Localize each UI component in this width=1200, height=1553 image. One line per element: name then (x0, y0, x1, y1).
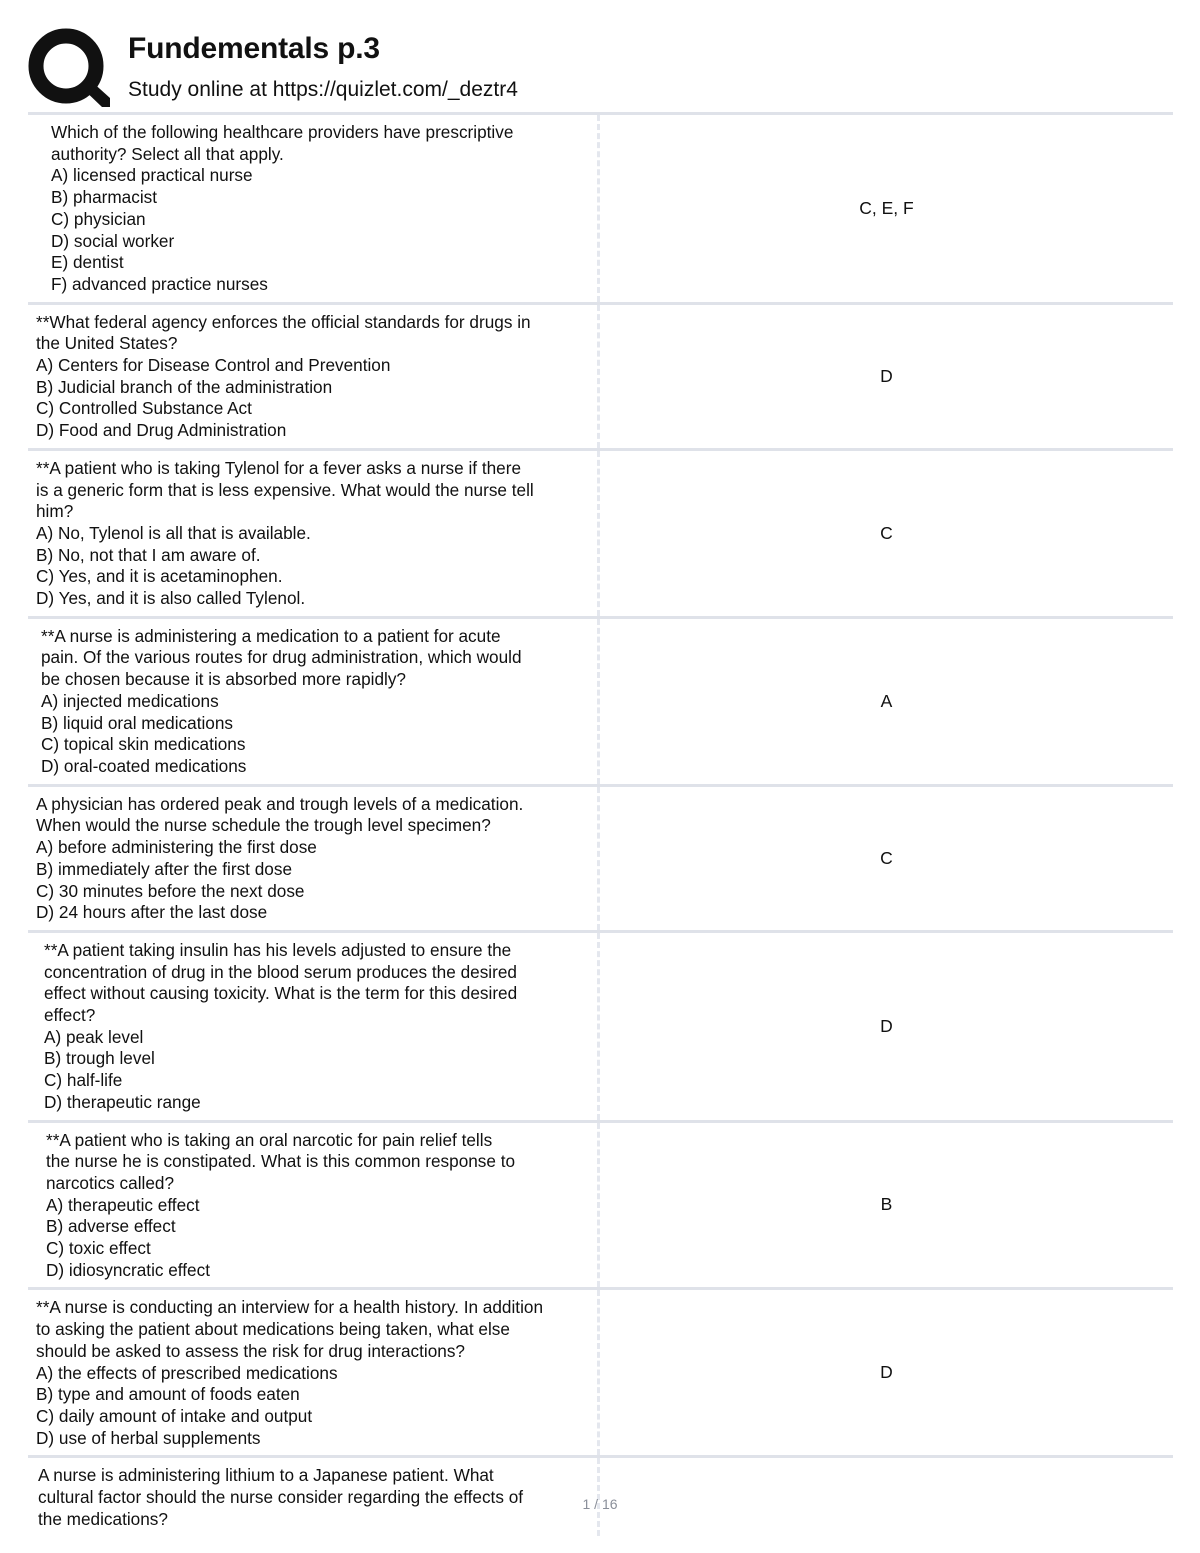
flashcard-row (28, 787, 1173, 933)
flashcard-definition: D (880, 1362, 893, 1383)
flashcard-term: A physician has ordered peak and trough levels of a medication. When would the nurse schedule the trough level specimen? A) before administering the first dose B) immediately after the first dose C) 30 minutes before the next dose D) 24 hours after the last dose (28, 787, 600, 930)
page-title: Fundementals p.3 (128, 32, 380, 65)
flashcard-definition: D (880, 365, 893, 386)
flashcard-list (28, 112, 1173, 1536)
flashcard-term: **A patient who is taking Tylenol for a fever asks a nurse if there is a generic form that is less expensive. What would the nurse tell him? A) No, Tylenol is all that is available. B) No, not that I am aware of. C) Yes, and it is acetaminophen. D) Yes, and it is also called Tylenol. (28, 451, 600, 616)
flashcard-term: Which of the following healthcare providers have prescriptive authority? Select all that apply. A) licensed practical nurse B) pharmacist C) physician D) social worker E) dentist F) advanced practice nurses (28, 115, 600, 302)
flashcard-row (28, 933, 1173, 1123)
study-online-link[interactable]: Study online at https://quizlet.com/_deztr4 (128, 78, 518, 101)
flashcard-definition: C (880, 522, 893, 543)
flashcard-term: **A patient taking insulin has his levels adjusted to ensure the concentration of drug in the blood serum produces the desired effect without causing toxicity. What is the term for this desired effect? A) peak level B) trough level C) half-life D) therapeutic range (28, 933, 600, 1120)
flashcard-row (28, 619, 1173, 787)
flashcard-term: **What federal agency enforces the official standards for drugs in the United States? A) Centers for Disease Control and Prevention B) Judicial branch of the administration C) Controlled Substance Act D) Food and Drug Administration (28, 305, 600, 448)
quizlet-logo-icon (28, 28, 110, 110)
page-indicator: 1 / 16 (582, 1496, 618, 1512)
flashcard-term: A nurse is administering lithium to a Japanese patient. What cultural factor should the nurse consider regarding the effects of the medications? (28, 1458, 600, 1536)
flashcard-row (28, 1123, 1173, 1291)
flashcard-definition: B (880, 1194, 893, 1215)
flashcard-row (28, 115, 1173, 305)
flashcard-row (28, 1290, 1173, 1458)
flashcard-definition: D (880, 1015, 893, 1036)
page-header (28, 28, 1178, 110)
flashcard-row (28, 451, 1173, 619)
flashcard-definition: C, E, F (859, 197, 914, 218)
flashcard-term: **A nurse is conducting an interview for a health history. In addition to asking the patient about medications being taken, what else should be asked to assess the risk for drug interactions? A) the effects of prescribed medications B) type and amount of foods eaten C) daily amount of intake and output D) use of herbal supplements (28, 1290, 600, 1455)
flashcard-term: **A nurse is administering a medication to a patient for acute pain. Of the various routes for drug administration, which would be chosen because it is absorbed more rapidly? A) injected medications B) liquid oral medications C) topical skin medications D) oral-coated medications (28, 619, 600, 784)
flashcard-term: **A patient who is taking an oral narcotic for pain relief tells the nurse he is constipated. What is this common response to narcotics called? A) therapeutic effect B) adverse effect C) toxic effect D) idiosyncratic effect (28, 1123, 600, 1288)
flashcard-definition: A (880, 690, 893, 711)
flashcard-definition: C (880, 847, 893, 868)
flashcard-row (28, 305, 1173, 451)
